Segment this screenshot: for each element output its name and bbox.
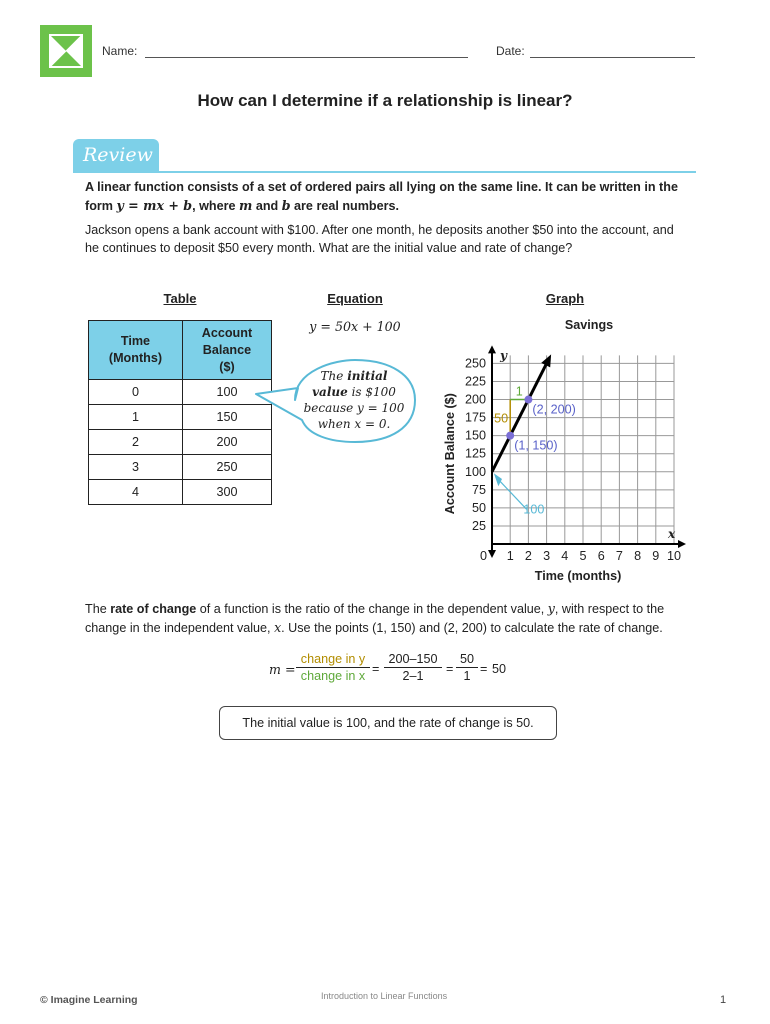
date-field[interactable]: [530, 57, 695, 58]
rise-label: 50: [494, 411, 509, 426]
y-tick-label: 50: [471, 500, 486, 515]
x-tick-label: 6: [597, 549, 605, 563]
table-heading: Table: [163, 291, 197, 306]
table-row: 0 100: [89, 380, 272, 405]
data-point-label: (1, 150): [514, 438, 558, 453]
table-row: 4 300: [89, 480, 272, 505]
x-tick-label: 9: [652, 549, 660, 563]
col-balance-header: Account Balance ($): [182, 321, 271, 380]
rate-of-change-text: The rate of change of a function is the ratio of the change in the dependent value, y, with respect to the change in the independent value, x. Use the points (1, 150) and (2, 200) to calculate the rate of change.: [85, 601, 665, 635]
equation: y = 50x + 100: [309, 319, 401, 334]
page-number: 1: [720, 994, 727, 1006]
x-tick-label: 10: [666, 549, 682, 563]
rate-calculation: m = change in y change in x = 200–150 2–1 = 50 1 = 50: [269, 652, 507, 683]
logo-mark-icon: [40, 25, 92, 77]
footer-brand: © Imagine Learning: [40, 994, 138, 1006]
x-axis-label: Time (months): [534, 569, 622, 583]
x-tick-label: 5: [579, 549, 587, 563]
y-tick-label: 75: [471, 482, 486, 497]
run-label: 1: [515, 384, 523, 399]
date-label: Date:: [496, 44, 525, 58]
y-tick-label: 125: [464, 446, 486, 461]
answer-box: The initial value is 100, and the rate of change is 50.: [219, 706, 557, 740]
linear-definition: A linear function consists of a set of ordered pairs all lying on the same line. It can be written in the form y = mx + b, where m and b are real numbers.: [85, 180, 678, 213]
graph-heading: Graph: [545, 291, 585, 306]
y-axis-arrow: [488, 345, 496, 353]
y-axis-letter: y: [500, 348, 507, 363]
y-tick-label: 200: [464, 392, 486, 407]
table-row: 3 250: [89, 455, 272, 480]
data-point: [524, 396, 532, 404]
y-tick-label: 150: [464, 428, 486, 443]
rate-result: 50: [492, 662, 507, 676]
y-tick-label: 250: [464, 356, 486, 371]
x-tick-label: 2: [524, 549, 532, 563]
review-tab: Review: [73, 139, 159, 171]
bubble-text: The initial value is $100 because y = 100 when x = 0.: [303, 369, 405, 431]
data-point-label: (2, 200): [532, 402, 576, 417]
m-label: m =: [269, 662, 296, 677]
data-point: [506, 432, 514, 440]
x-tick-label: 7: [615, 549, 623, 563]
y-tick-label: 100: [464, 464, 486, 479]
y-tick-label: 225: [464, 374, 486, 389]
name-field[interactable]: [145, 57, 468, 58]
y-tick-label: 175: [464, 410, 486, 425]
data-table: [88, 320, 272, 505]
x-axis-arrow: [678, 540, 686, 548]
x-axis-letter: x: [668, 527, 676, 541]
problem-text: Jackson opens a bank account with $100. After one month, he deposits another $50 into the account, and he continues to deposit $50 every month. What are the initial value and rate of change?: [85, 223, 674, 255]
fraction-3: 50 1: [456, 652, 478, 683]
equation-heading: Equation: [327, 291, 383, 306]
footer-course: Introduction to Linear Functions: [321, 991, 448, 1001]
intercept-pointer: [497, 478, 527, 510]
x-tick-label: 8: [634, 549, 642, 563]
x-tick-label: 4: [561, 549, 569, 563]
chart-title: Savings: [564, 318, 614, 332]
review-divider: [73, 171, 696, 173]
x-tick-label: 1: [506, 549, 514, 563]
name-label: Name:: [102, 44, 138, 58]
origin-label: 0: [480, 549, 488, 563]
x-tick-label: 3: [543, 549, 551, 563]
fraction-1: change in y change in x: [296, 652, 370, 683]
fraction-2: 200–150 2–1: [384, 652, 442, 683]
y-axis-arrow-down: [488, 550, 496, 558]
table-row: 1 150: [89, 405, 272, 430]
table-row: 2 200: [89, 430, 272, 455]
col-time-header: Time (Months): [89, 321, 183, 380]
intercept-label: 100: [523, 502, 545, 517]
y-axis-label: Account Balance ($): [443, 393, 457, 515]
imagine-learning-logo: [40, 25, 92, 77]
y-tick-label: 25: [471, 518, 486, 533]
savings-chart: [432, 312, 692, 590]
page-title: How can I determine if a relationship is linear?: [197, 91, 573, 110]
intercept-pointer-arrow: [494, 473, 502, 486]
